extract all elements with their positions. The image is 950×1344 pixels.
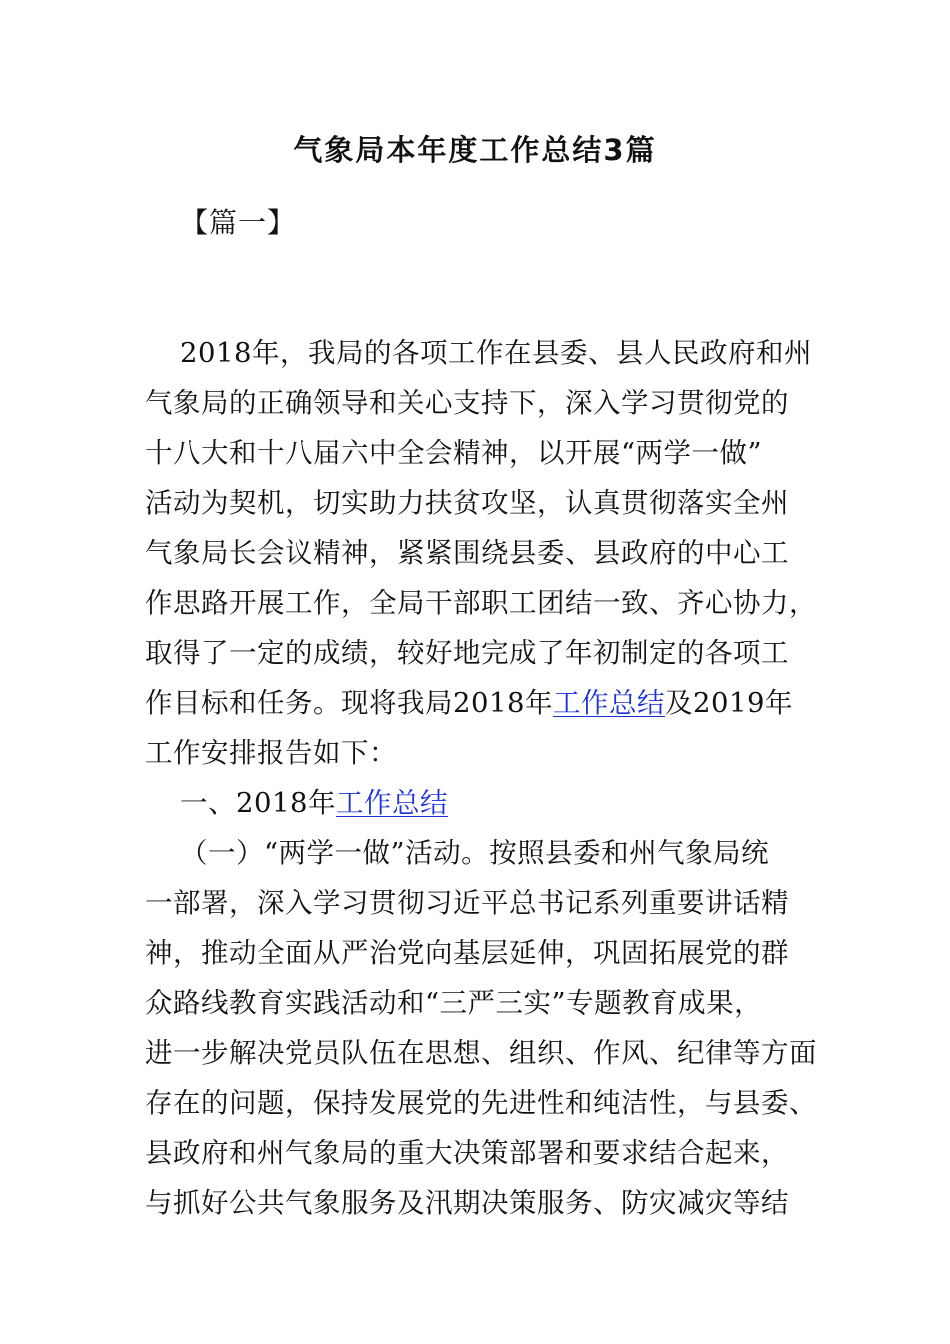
paragraph-line <box>145 928 807 978</box>
paragraph-line <box>145 878 807 928</box>
text-run: 一部署，深入学习贯彻习近平总书记系列重要讲话精 <box>145 887 789 919</box>
paragraph-line <box>145 1178 807 1228</box>
text-run: 作目标和任务。现将我局2018年 <box>145 687 553 719</box>
paragraph-line <box>145 628 807 678</box>
paragraph-line <box>145 828 807 878</box>
paragraph-line <box>145 578 817 628</box>
paragraph-line <box>145 1028 817 1078</box>
paragraph-line <box>145 728 807 778</box>
paragraph-line <box>145 528 807 578</box>
section-heading-line <box>145 778 807 828</box>
paragraph-line <box>145 428 807 478</box>
paragraph-line <box>145 978 807 1028</box>
text-run: 及2019年 <box>664 687 793 719</box>
text-run: 气象局长会议精神，紧紧围绕县委、县政府的中心工 <box>145 537 789 569</box>
paragraph-line <box>145 328 812 378</box>
text-run: 县政府和州气象局的重大决策部署和要求结合起来， <box>145 1137 789 1169</box>
text-run: 2018年，我局的各项工作在县委、县人民政府和州 <box>180 337 812 369</box>
work-summary-link[interactable]: 工作总结 <box>336 787 448 819</box>
text-run: 作思路开展工作，全局干部职工团结一致、齐心协力， <box>145 587 817 619</box>
work-summary-link[interactable]: 工作总结 <box>552 687 665 719</box>
text-run: 存在的问题，保持发展党的先进性和纯洁性，与县委、 <box>145 1087 817 1119</box>
text-run: 与抓好公共气象服务及汛期决策服务、防灾减灾等结 <box>145 1187 789 1219</box>
text-run: 取得了一定的成绩，较好地完成了年初制定的各项工 <box>145 637 789 669</box>
text-run: 气象局的正确领导和关心支持下，深入学习贯彻党的 <box>145 387 789 419</box>
paragraph-line <box>145 1128 807 1178</box>
text-run: 众路线教育实践活动和“三严三实”专题教育成果， <box>145 987 763 1019</box>
text-run: 十八大和十八届六中全会精神，以开展“两学一做” <box>145 437 763 469</box>
document-title: 气象局本年度工作总结3篇 <box>293 133 657 167</box>
paragraph-line <box>145 478 807 528</box>
paragraph-line <box>145 678 807 728</box>
text-run: （一）“两学一做”活动。按照县委和州气象局统 <box>180 837 770 869</box>
text-run: 进一步解决党员队伍在思想、组织、作风、纪律等方面 <box>145 1037 817 1069</box>
paragraph-line <box>145 1078 817 1128</box>
section-heading: 【篇一】 <box>180 206 297 239</box>
document-body <box>145 328 817 1228</box>
text-run: 神，推动全面从严治党向基层延伸，巩固拓展党的群 <box>145 937 789 969</box>
paragraph-line <box>145 378 807 428</box>
text-run: 一、2018年 <box>180 787 336 819</box>
text-run: 活动为契机，切实助力扶贫攻坚，认真贯彻落实全州 <box>145 487 789 519</box>
text-run: 工作安排报告如下： <box>145 737 397 769</box>
